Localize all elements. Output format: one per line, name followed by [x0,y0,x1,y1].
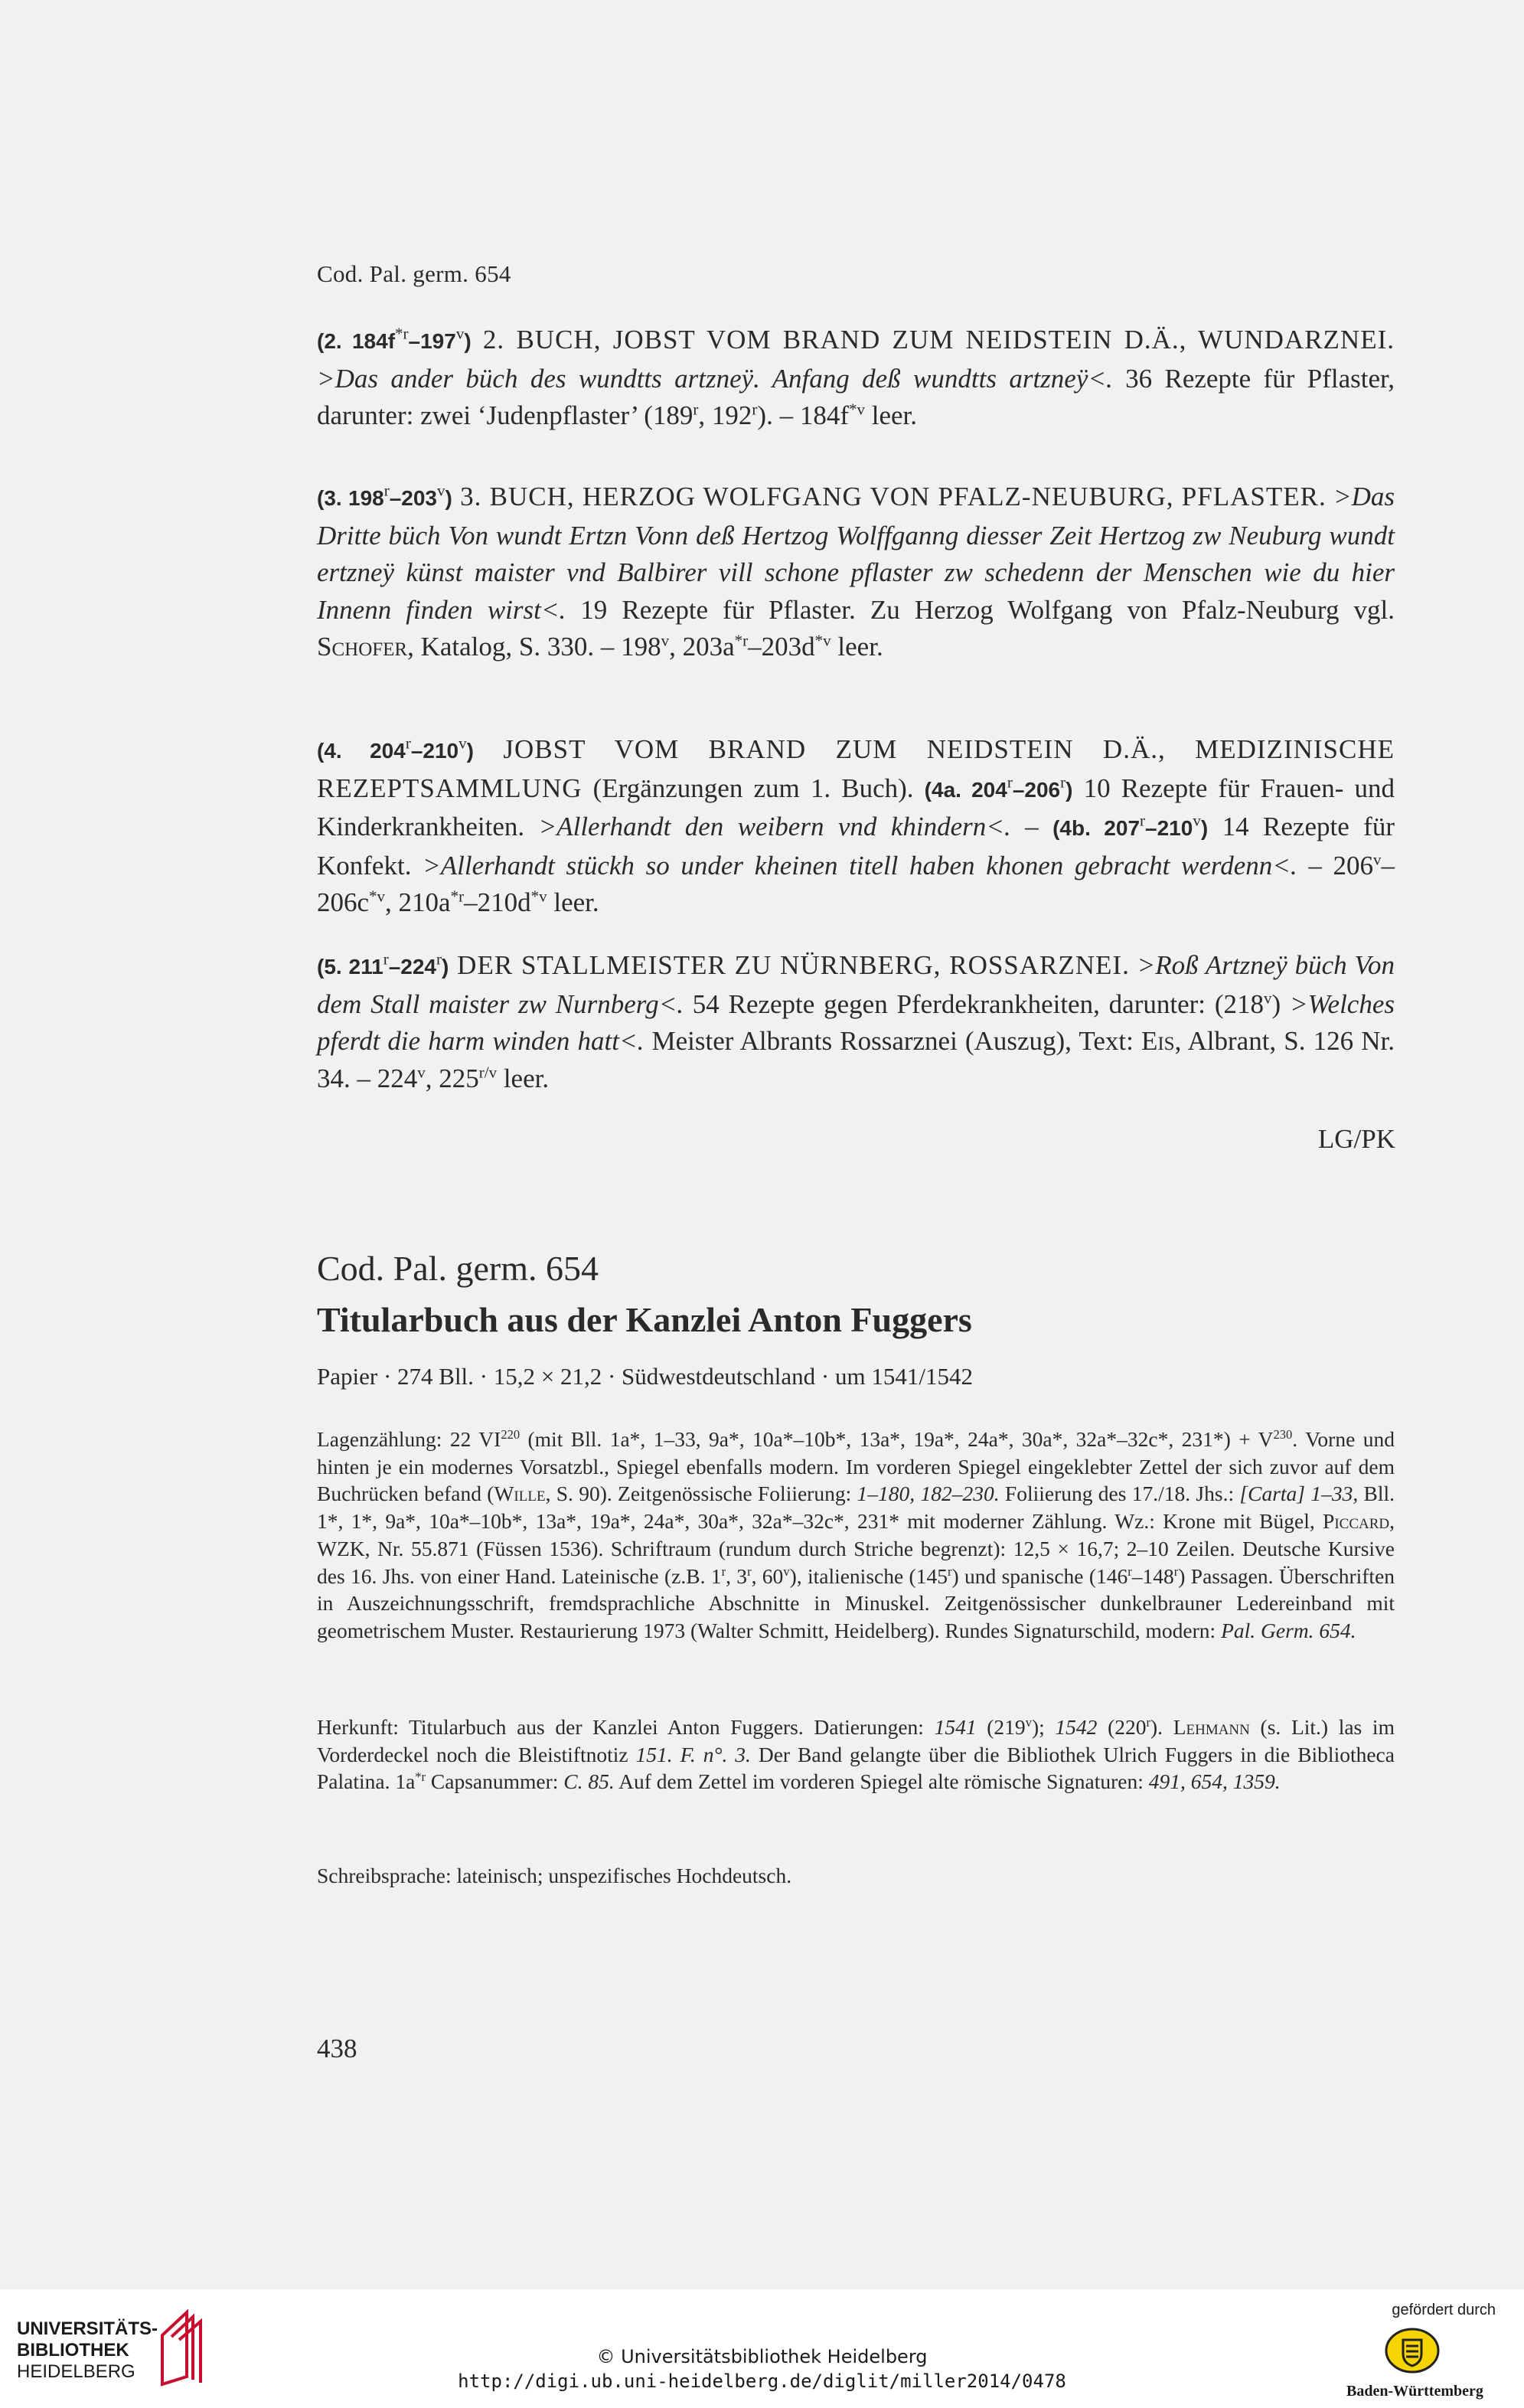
superscript: 220 [501,1426,521,1442]
para-text: –148 [1131,1563,1174,1588]
entry-lead: –203 [389,486,438,510]
entry-text: 10 Rezepte für Frauen- und Kinderkrankheiten. [317,773,1395,841]
superscript: *r [395,324,409,343]
superscript: r [1060,772,1066,791]
entry-buch-2 [317,322,1395,435]
author-initials: LG/PK [1317,1124,1395,1154]
superscript: 230 [1273,1426,1293,1442]
superscript: v [437,481,445,500]
entry-text: – [1010,812,1053,841]
superscript: v [455,324,465,343]
entry-text: –206c [317,850,1395,917]
entry-text: Meister Albrants Rossarznei (Auszug), Text: [644,1026,1141,1056]
superscript: r [383,481,390,500]
entry-text: , Katalog, S. 330. – 198 [407,632,661,662]
superscript: v [459,734,467,753]
para-text: Foliierung des 17./18. Jhs.: [999,1482,1240,1506]
superscript: *v [814,631,831,650]
para-text: Der Band gelangte über die Bibliothek Ulrich Fuggers in die Bibliotheca Palatina. 1a [317,1742,1395,1794]
entry-lead: –224 [388,955,437,979]
entry-text: 19 Rezepte für Pflaster. Zu Herzog Wolfgang von Pfalz-Neuburg vgl. [566,594,1395,625]
para-italic: 1–180, 182–230. [857,1482,1000,1506]
entry-quote: >Roß Artzneÿ büch Von dem Stall maister zw Nurnberg<. [317,950,1395,1019]
entry-text: –210d [464,887,531,917]
scribal-language: Schreibsprache: lateinisch; unspezifisches Hochdeutsch. [317,1864,792,1887]
para-italic: 151. F. n°. 3. [635,1742,751,1766]
author-name: Piccard [1323,1509,1390,1534]
entry-heading: 2. BUCH, JOBST VOM BRAND ZUM NEIDSTEIN D.Ä., WUNDARZNEI. [471,325,1395,355]
entry-lead: (5. 211 [317,955,383,979]
codex-shelfmark: Cod. Pal. germ. 654 [317,1249,599,1288]
superscript: r/v [478,1062,498,1081]
para-text: , 60 [751,1563,784,1588]
entry-lead: (4a. 204 [924,777,1007,802]
para-text: ) und spanische (146 [951,1563,1128,1588]
para-text: ); [1031,1715,1056,1739]
entry-buch-3 [317,479,1395,666]
superscript: v [1373,849,1382,868]
permalink-url[interactable]: http://digi.ub.uni-heidelberg.de/diglit/miller2014/0478 [458,2370,1066,2392]
entry-text: , 210a [385,887,451,917]
footer-bar [0,2289,1524,2408]
entry-text: – 206 [1297,850,1373,881]
superscript: r [747,1563,752,1579]
entry-lead: (4b. 207 [1052,816,1141,840]
entry-lead: (4. 204 [317,739,406,763]
entry-lead: ) [1200,816,1209,840]
entry-text: leer. [497,1063,550,1093]
superscript: r [1007,772,1013,791]
superscript: *r [415,1769,426,1785]
para-italic: Pal. Germ. 654. [1221,1618,1356,1642]
entry-heading: 3. BUCH, HERZOG WOLFGANG VON PFALZ-NEUBURG, PFLASTER. [452,482,1327,511]
para-text: ) Passagen. Überschriften in Auszeichnungsschrift, fremdsprachliche Abschnitte in Minuskel. Zeitgenössischer dunkelbrauner Ledereinband mit geometrischem Muster. Restaurierung 1973 (Walter Schmitt, Heidelberg). Rundes Signaturschild, modern: [317,1563,1395,1642]
superscript: r [693,400,699,419]
entry-text: 54 Rezepte gegen Pferdekrankheiten, darunter: (218 [683,988,1264,1019]
entry-lead: –206 [1012,777,1061,802]
copyright-notice: © Universitätsbibliothek Heidelberg [596,2346,928,2367]
entry-quote: >Das ander büch des wundtts artzneÿ. Anfang deß wundtts artzneÿ<. [317,363,1113,394]
para-text: Herkunft: Titularbuch aus der Kanzlei Anton Fuggers. Datierungen: [317,1715,935,1739]
superscript: r [405,734,411,753]
entry-text: leer. [831,632,883,662]
para-text: (mit Bll. 1a*, 1–33, 9a*, 10a*–10b*, 13a*, 19a*, 24a*, 30a*, 32a*–32c*, 231*) + V [520,1427,1274,1451]
entry-quote: >Allerhandt stückh so under kheinen titell haben khonen gebracht werdenn<. [423,850,1297,881]
entry-lead: (2. 184f [317,329,396,353]
entry-lead: ) [1065,777,1073,802]
entry-text: leer. [864,400,918,430]
para-italic: 1542 [1055,1715,1098,1739]
superscript: r [752,400,758,419]
provenance-paragraph [317,1714,1395,1795]
para-text: Capsanummer: [426,1769,564,1794]
superscript: v [417,1062,426,1081]
para-text: Bll. 1*, 1*, 9a*, 10a*–10b*, 13a*, 19a*, 24a*, 30a*, 32a*–32c*, 231* mit moderner Zählung. Wz.: Krone mit Bügel, [317,1482,1395,1534]
superscript: r [1140,811,1146,830]
para-text: Lagenzählung: 22 VI [317,1427,501,1451]
superscript: r [1173,1563,1179,1579]
superscript: r [436,949,442,969]
sponsor-name: Baden-Württemberg [1346,2383,1483,2400]
logo-line: UNIVERSITÄTS- [17,2318,158,2339]
superscript: *v [369,887,386,906]
entry-text: , 225 [425,1063,479,1093]
author-name: Eis [1141,1026,1175,1056]
para-text: , WZK, Nr. 55.871 (Füssen 1536). Schriftraum (rundum durch Striche begrenzt): 12,5 × 16,7; 2–10 Zeilen. Deutsche Kursive des 16. Jhs. von einer Hand. Lateinische (z.B. 1 [317,1509,1395,1588]
para-text: (220 [1097,1715,1147,1739]
entry-quote: >Das Dritte büch Von wundt Ertzn Vonn deß Hertzog Wolffganng diesser Zeit Hertzog zw Neuburg wundt ertzneÿ künst maister vnd Balbirer vill schone pflaster zw schedenn der Menschen wie du hier Innenn finden wirst<. [317,482,1395,625]
entry-text: , Albrant, S. 126 Nr. 34. – 224 [317,1026,1395,1093]
author-name: Wille [494,1482,546,1506]
entry-text: (Ergänzungen zum 1. Buch). [582,773,925,803]
page-number: 438 [317,2034,357,2063]
para-text: (219 [976,1715,1026,1739]
entry-text: 14 Rezepte für Konfekt. [317,812,1395,881]
entry-text: ) [1271,988,1290,1019]
para-italic: C. 85. [563,1769,615,1794]
entry-rossarznei [317,947,1395,1097]
entry-text: leer. [547,887,599,917]
superscript: v [1193,811,1201,830]
superscript: v [661,631,670,650]
superscript: *r [450,887,465,906]
entry-text: ). – 184f [757,400,849,430]
para-text: (s. Lit.) las im Vorderdeckel noch die Bleistiftnotiz [317,1715,1395,1766]
para-text: ). [1150,1715,1173,1739]
superscript: v [1264,988,1272,1007]
superscript: r [1146,1714,1150,1730]
codex-physical-summary: Papier · 274 Bll. · 15,2 × 21,2 · Südwestdeutschland · um 1541/1542 [317,1363,973,1390]
entry-text: , 203a [669,632,735,662]
superscript: v [783,1563,790,1579]
logo-line: HEIDELBERG [17,2361,135,2382]
codicology-paragraph [317,1426,1395,1645]
entry-quote: >Allerhandt den weibern vnd khindern<. [538,812,1011,841]
codex-title: Titularbuch aus der Kanzlei Anton Fuggers [317,1300,972,1339]
entry-quote: >Welches pferdt die harm winden hatt<. [317,988,1395,1056]
entry-text: –203d [748,632,815,662]
superscript: *v [848,400,865,419]
para-italic: [Carta] 1–33, [1239,1482,1359,1506]
entry-heading: JOBST VOM BRAND ZUM NEIDSTEIN D.Ä., MEDIZINISCHE REZEPTSAMMLUNG [317,734,1395,803]
entry-text: , 192 [698,400,752,430]
logo-line: BIBLIOTHEK [17,2340,129,2361]
baden-wuerttemberg-seal-icon [1382,2326,1442,2375]
superscript: r [947,1563,952,1579]
running-head: Cod. Pal. germ. 654 [317,260,511,287]
para-text: ), italienische (145 [789,1563,948,1588]
author-name: Lehmann [1173,1715,1250,1739]
superscript: r [721,1563,726,1579]
para-text: , 3 [726,1563,748,1588]
entry-lead: (3. 198 [317,486,384,510]
superscript: v [1025,1714,1032,1730]
entry-text: 36 Rezepte für Pflaster, darunter: zwei ‘Judenpflaster’ (189 [317,363,1395,430]
entry-lead: ) [464,329,472,353]
sponsor-label: gefördert durch [1392,2302,1496,2318]
superscript: r [1127,1563,1132,1579]
para-text: Auf dem Zettel im vorderen Spiegel alte römische Signaturen: [614,1769,1149,1794]
entry-lead: –197 [408,329,456,353]
para-italic: 491, 654, 1359. [1148,1769,1281,1794]
entry-rezeptsammlung [317,731,1395,922]
entry-lead: ) [445,486,452,510]
entry-lead: –210 [410,739,459,763]
para-text: . Vorne und hinten je ein modernes Vorsatzbl., Spiegel ebenfalls modern. Im vorderen Spiegel eingeklebter Zettel der sich zuvor auf dem Buchrücken befand ( [317,1427,1395,1506]
superscript: *r [734,631,749,650]
para-text: , S. 90). Zeitgenössische Foliierung: [545,1482,857,1506]
entry-heading: DER STALLMEISTER ZU NÜRNBERG, ROSSARZNEI. [449,950,1130,980]
entry-lead: ) [466,739,474,763]
para-italic: 1541 [934,1715,977,1739]
author-name: Schofer [317,632,408,662]
entry-lead: ) [442,955,449,979]
entry-lead: –210 [1145,816,1193,840]
superscript: r [383,949,389,969]
superscript: *v [530,887,547,906]
